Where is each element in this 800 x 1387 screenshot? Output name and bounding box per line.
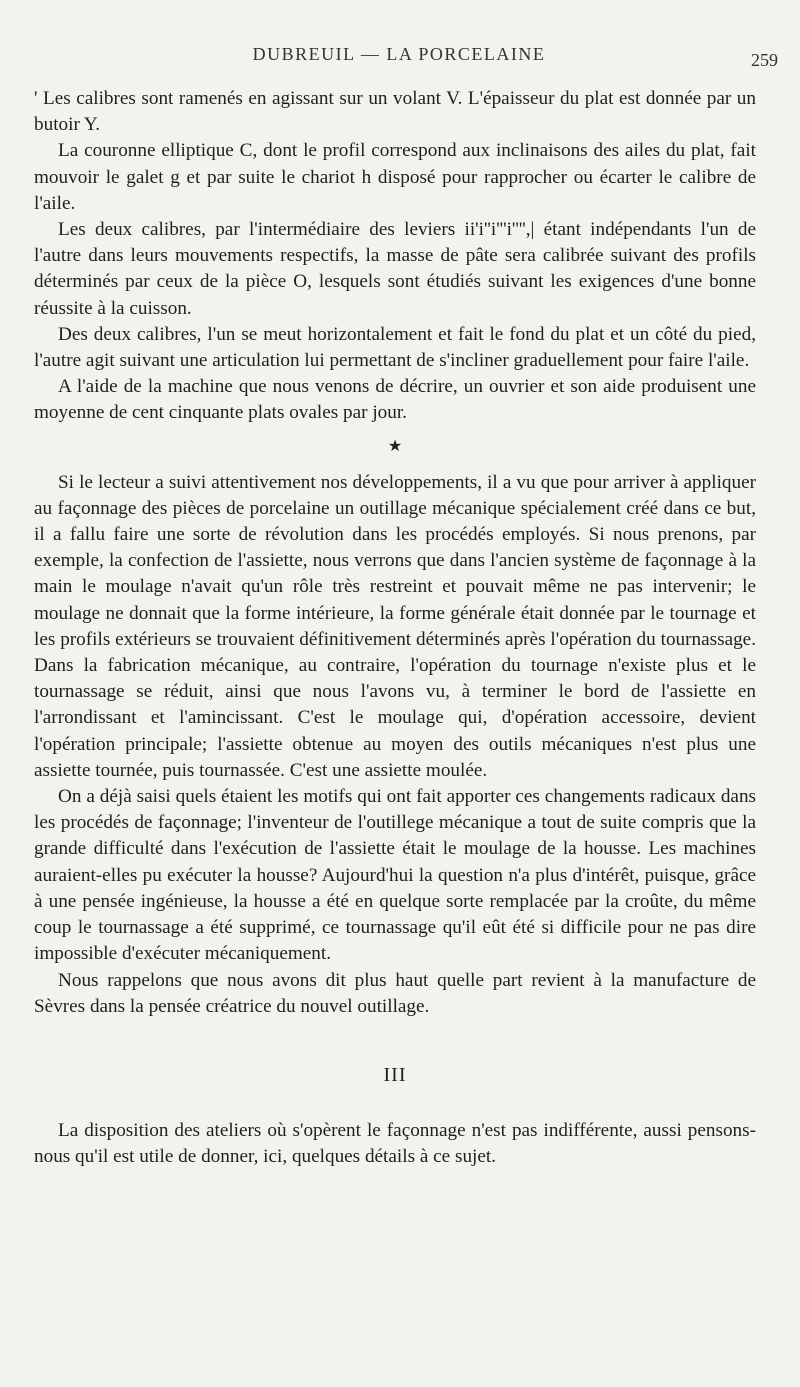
page-header	[34, 44, 778, 70]
paragraph: La disposition des ateliers où s'opèrent le façonnage n'est pas indifférente, aussi pensons-nous qu'il est utile de donner, ici, quelques détails à ce sujet.	[34, 1119, 756, 1168]
body-text	[34, 86, 756, 1170]
paragraph: La couronne elliptique C, dont le profil correspond aux inclinaisons des ailes du plat, fait mouvoir le galet g et par suite le chariot h disposé pour rapprocher ou écarter le calibre de l'aile.	[34, 140, 756, 214]
section-number: III	[383, 1063, 407, 1086]
running-title: DUBREUIL — LA PORCELAINE	[252, 44, 546, 64]
paragraph: Nous rappelons que nous avons dit plus haut quelle part revient à la manufacture de Sèvres dans la pensée créatrice du nouvel outillage.	[34, 969, 756, 1017]
paragraph: ' Les calibres sont ramenés en agissant sur un volant V. L'épaisseur du plat est donnée par un butoir Y.	[34, 88, 756, 136]
section-separator-star: ★	[387, 437, 403, 455]
paragraph: Les deux calibres, par l'intermédiaire des leviers ii'i''i'''i'''',| étant indépendants l'un de l'autre dans leurs mouvements respectifs, la masse de pâte sera calibrée suivant des profils déterminés par ceux de la pièce O, lesquels sont étudiés suivant les exigences d'une bonne réussite à la cuisson.	[34, 219, 756, 319]
paragraph: A l'aide de la machine que nous venons de décrire, un ouvrier et son aide produisent une moyenne de cent cinquante plats ovales par jour.	[34, 376, 756, 424]
paragraph: Des deux calibres, l'un se meut horizontalement et fait le fond du plat et un côté du pied, l'autre agit suivant une articulation lui permettant de s'incliner graduellement pour faire l'aile.	[34, 323, 756, 372]
page-number: 259	[751, 50, 778, 70]
paragraph: Si le lecteur a suivi attentivement nos développements, il a vu que pour arriver à appliquer au façonnage des pièces de porcelaine un outillage mécanique spécialement créé dans ce but, il a fallu faire une sorte de révolution dans les procédés employés. Si nous prenons, par exemple, la confection de l'assiette, nous verrons que dans l'ancien système de façonnage à la main le moulage n'avait qu'un rôle très restreint et pouvait même ne pas intervenir; le moulage ne donnait que la forme intérieure, la forme générale était donnée par le tournage et les profils extérieurs se trouvaient définitivement déterminés après l'opération du tournassage. Dans la fabrication mécanique, au contraire, l'opération du tournage n'existe plus et le tournassage se réduit, ainsi que nous l'avons vu, à terminer le bord de l'assiette en l'arrondissant et l'amincissant. C'est le moulage qui, d'opération accessoire, devient l'opération principale; l'assiette obtenue au moyen des outils mécaniques n'est plus une assiette tournée, puis tournassée. C'est une assiette moulée.	[34, 471, 756, 781]
paragraph: On a déjà saisi quels étaient les motifs qui ont fait apporter ces changements radicaux dans les procédés de façonnage; l'inventeur de l'outillege mécanique a tout de suite compris que la grande difficulté dans l'exécution de l'assiette était le moulage de la housse. Les machines auraient-elles pu exécuter la housse? Aujourd'hui la question n'a plus d'intérêt, puisque, grâce à une pensée ingénieuse, la housse a été en quelque sorte remplacée par la croûte, du même coup le tournassage a été supprimé, ce tournassage qu'il eût été si difficile pour ne pas dire impossible d'exécuter mécaniquement.	[34, 786, 756, 965]
